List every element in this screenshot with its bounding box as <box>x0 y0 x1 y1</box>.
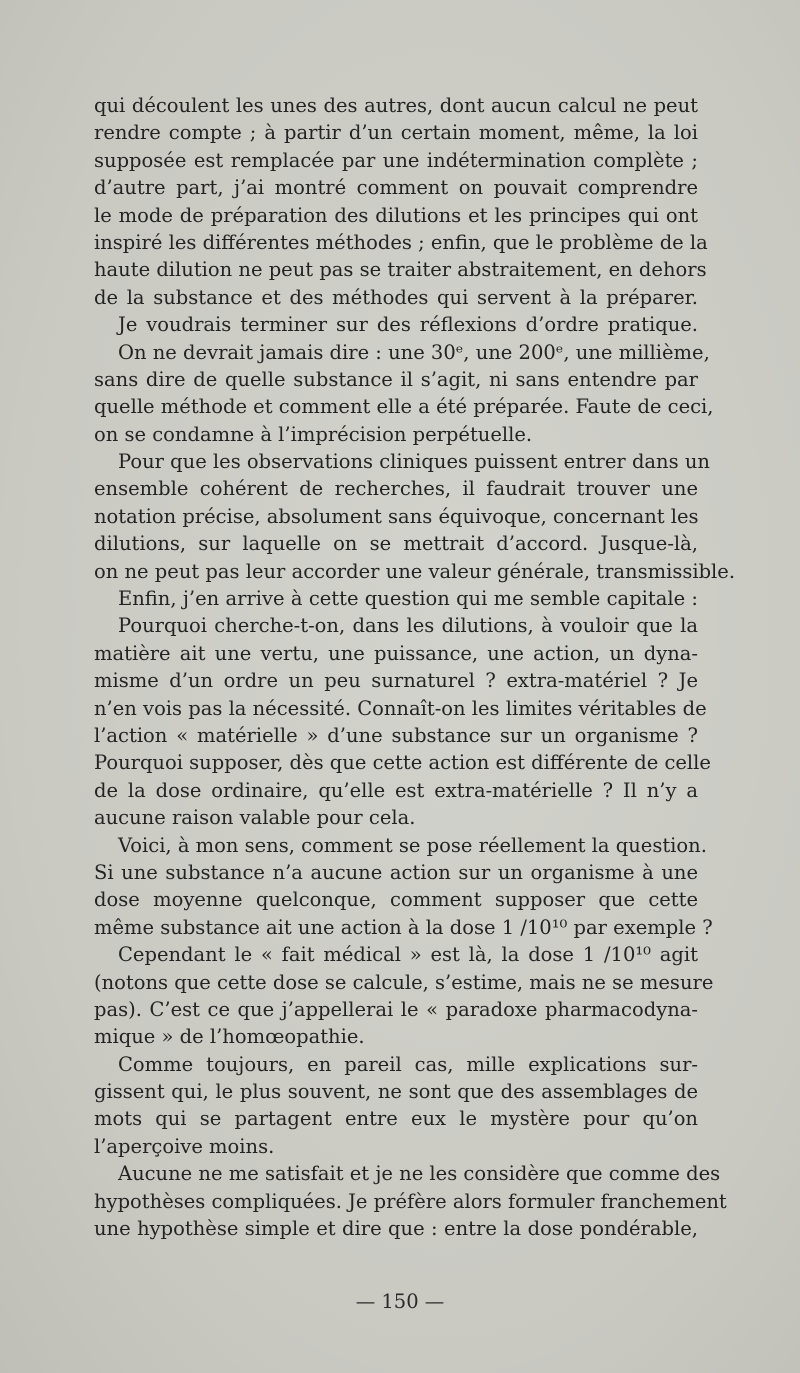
page-number: — 150 — <box>355 1290 445 1313</box>
text-line: d’autre part, j’ai montré comment on pouvait comprendre <box>94 176 698 200</box>
text-line: Voici, à mon sens, comment se pose réellement la question. <box>118 833 707 857</box>
text-line: dose moyenne quelconque, comment supposer que cette <box>94 888 698 912</box>
text-line: matière ait une vertu, une puissance, une action, un dyna- <box>94 641 698 665</box>
text-line: sans dire de quelle substance il s’agit, ni sans entendre par <box>94 367 698 391</box>
text-line: hypothèses compliquées. Je préfère alors formuler franchement <box>94 1189 727 1213</box>
text-line: le mode de préparation des dilutions et les principes qui ont <box>94 203 698 227</box>
text-line: Pourquoi supposer, dès que cette action est différente de celle <box>94 751 711 775</box>
text-line: pas). C’est ce que j’appellerai le « paradoxe pharmacodyna- <box>94 997 698 1021</box>
text-line: Comme toujours, en pareil cas, mille explications sur- <box>118 1052 698 1076</box>
text-line: On ne devrait jamais dire : une 30ᵉ, une 200ᵉ, une millième, <box>118 340 710 364</box>
text-line: (notons que cette dose se calcule, s’estime, mais ne se mesure <box>94 970 714 994</box>
text-line: n’en vois pas la nécessité. Connaît-on les limites véritables de <box>94 696 707 720</box>
text-line: inspiré les différentes méthodes ; enfin, que le problème de la <box>94 230 708 254</box>
text-line: haute dilution ne peut pas se traiter abstraitement, en dehors <box>94 258 707 282</box>
text-line: on ne peut pas leur accorder une valeur générale, transmissible. <box>94 559 736 583</box>
text-line: dilutions, sur laquelle on se mettrait d’accord. Jusque-là, <box>94 532 698 556</box>
text-line: une hypothèse simple et dire que : entre la dose pondérable, <box>94 1217 698 1241</box>
text-line: ensemble cohérent de recherches, il faudrait trouver une <box>94 477 698 501</box>
body-text <box>94 92 736 1242</box>
text-line: mots qui se partagent entre eux le mystère pour qu’on <box>94 1107 698 1131</box>
text-line: l’aperçoive moins. <box>94 1134 275 1158</box>
text-line: Enfin, j’en arrive à cette question qui me semble capitale : <box>118 587 698 611</box>
text-line: rendre compte ; à partir d’un certain moment, même, la loi <box>94 121 698 145</box>
text-line: qui découlent les unes des autres, dont aucun calcul ne peut <box>94 94 698 117</box>
text-line: de la substance et des méthodes qui servent à la préparer. <box>94 285 698 309</box>
text-line: mique » de l’homœopathie. <box>94 1025 365 1049</box>
text-line: Pourquoi cherche-t-on, dans les dilutions, à vouloir que la <box>118 614 698 638</box>
text-line: Aucune ne me satisfait et je ne les considère que comme des <box>118 1162 721 1186</box>
text-line: Si une substance n’a aucune action sur un organisme à une <box>94 860 698 884</box>
text-line: aucune raison valable pour cela. <box>94 806 416 830</box>
text-line: Cependant le « fait médical » est là, la dose 1 /10¹⁰ agit <box>118 943 698 967</box>
text-line: Pour que les observations cliniques puissent entrer dans un <box>118 450 710 474</box>
text-line: quelle méthode et comment elle a été préparée. Faute de ceci, <box>94 395 714 419</box>
text-line: supposée est remplacée par une indétermination complète ; <box>94 148 698 172</box>
text-line: misme d’un ordre un peu surnaturel ? extra-matériel ? Je <box>94 669 698 693</box>
text-line: l’action « matérielle » d’une substance sur un organisme ? <box>94 723 698 747</box>
text-line: gissent qui, le plus souvent, ne sont que des assemblages de <box>94 1080 698 1104</box>
text-line: Je voudrais terminer sur des réflexions d’ordre pratique. <box>118 313 698 337</box>
text-line: même substance ait une action à la dose 1 /10¹⁰ par exemple ? <box>94 915 713 939</box>
text-line: notation précise, absolument sans équivoque, concernant les <box>94 504 699 528</box>
text-line: de la dose ordinaire, qu’elle est extra-matérielle ? Il n’y a <box>94 778 698 802</box>
text-line: on se condamne à l’imprécision perpétuelle. <box>94 422 533 446</box>
